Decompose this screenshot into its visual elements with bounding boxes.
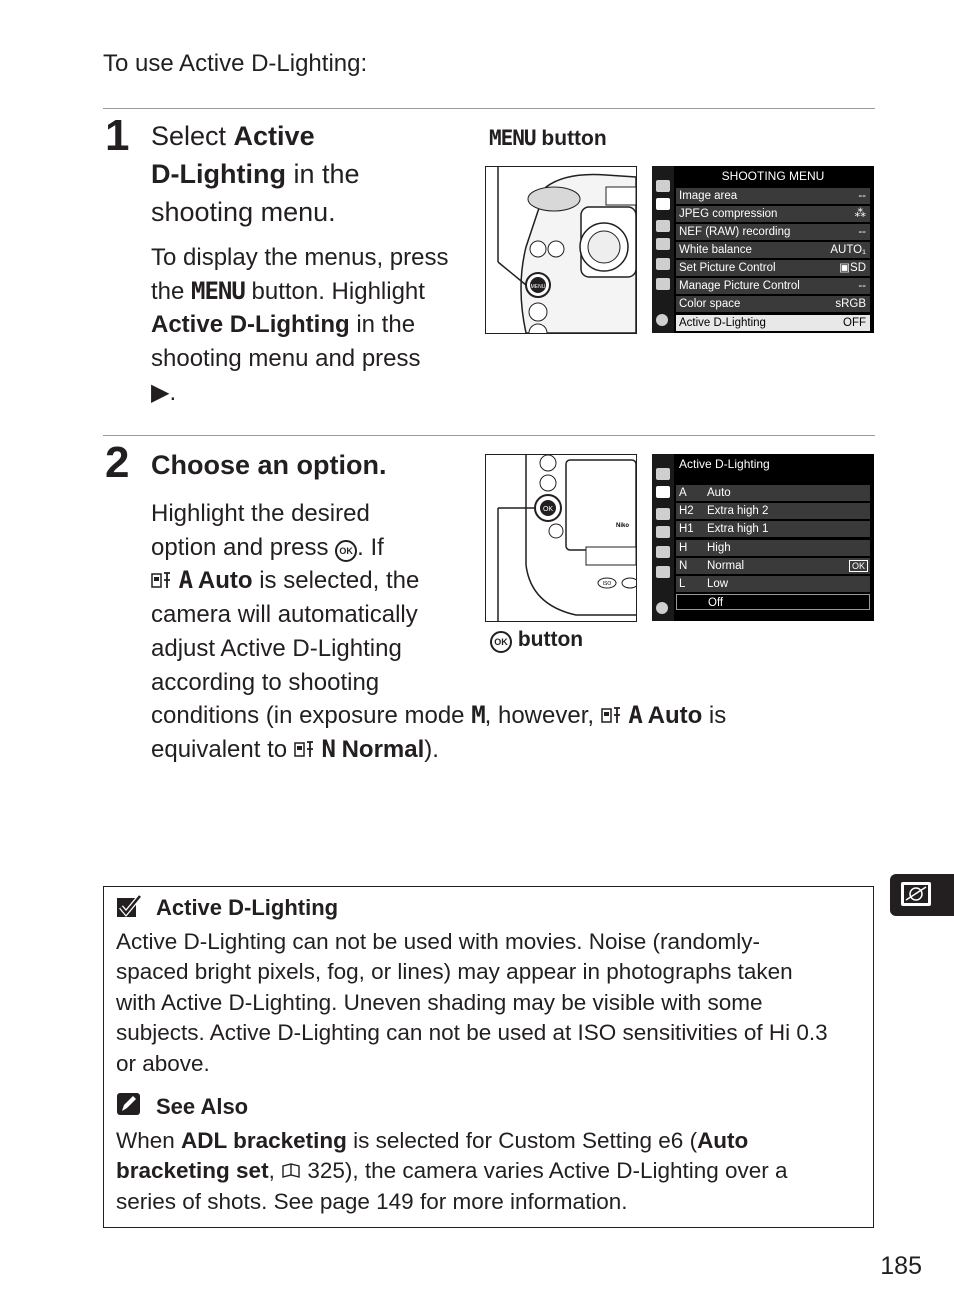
step-body: To display the menus, press the MENU button. Highlight Active D-Lighting in the shooting menu and press ▶.: [151, 244, 449, 406]
svg-text:OK: OK: [542, 506, 554, 513]
screen-title: Active D-Lighting: [679, 457, 770, 471]
intro-text: To use Active D-Lighting:: [103, 50, 368, 77]
menu-row: Color space sRGB: [676, 296, 870, 312]
option-row: A Auto: [676, 485, 870, 501]
my-menu-icon: [656, 278, 670, 290]
wrench-icon: [656, 526, 670, 538]
my-menu-icon: [656, 566, 670, 578]
menu-row: JPEG compression ⁂: [676, 206, 870, 222]
option-row: Off: [676, 594, 870, 610]
note-text: When ADL bracketing is selected for Custom Setting e6 (Auto bracketing set, 325), the camera varies Active D-Lighting over a series of shots. See page 149 for more information.: [116, 1128, 788, 1214]
camera-illustration: [486, 167, 636, 333]
svg-text:ISO: ISO: [602, 581, 612, 587]
option-row: H1 Extra high 1: [676, 521, 870, 537]
option-row: H High: [676, 540, 870, 556]
camera-illustration: [486, 455, 636, 621]
adl-icon: [601, 706, 622, 725]
menu-row: Image area --: [676, 188, 870, 204]
divider: [103, 108, 875, 109]
help-icon: [656, 602, 668, 614]
note-heading: Active D-Lighting: [156, 895, 339, 920]
wrench-icon: [656, 238, 670, 250]
svg-text:MENU: MENU: [530, 284, 546, 290]
divider: [103, 435, 875, 436]
step-body: Highlight the desired option and press OK . If A Auto is selected, the camera will automatically adjust Active D-Lighting according to shooting: [151, 500, 420, 696]
adl-icon: [151, 571, 172, 590]
retouch-icon: [656, 258, 670, 270]
menu-row-selected: Active D-Lighting OFF: [676, 315, 870, 331]
menu-glyph: MENU: [191, 276, 245, 305]
note-box: [103, 886, 874, 1228]
adl-menu-screen: [652, 454, 874, 621]
screen-title: SHOOTING MENU: [721, 169, 825, 183]
shooting-menu-screen: [652, 166, 874, 333]
section-tab: [890, 874, 954, 916]
step-title: Select Active D-Lighting in the shooting menu.: [151, 121, 360, 227]
option-row: L Low: [676, 576, 870, 592]
camera-back-photo: [485, 454, 637, 622]
menu-row: Manage Picture Control --: [676, 278, 870, 294]
ok-button-icon: OK: [335, 540, 357, 562]
ok-button-caption: OK button: [490, 628, 583, 653]
page-number: 185: [880, 1252, 922, 1280]
menu-button-caption: MENU button: [489, 126, 607, 150]
pencil-icon: [656, 508, 670, 520]
adl-icon: [294, 740, 315, 759]
svg-text:Niko: Niko: [616, 523, 630, 529]
option-row: H2 Extra high 2: [676, 503, 870, 519]
mode-m-glyph: M: [471, 701, 485, 729]
menu-row: Set Picture Control ▣SD: [676, 260, 870, 276]
camera-icon: [656, 486, 670, 498]
menu-row: NEF (RAW) recording --: [676, 224, 870, 240]
step-body-continued: conditions (in exposure mode M, however, A Auto is equivalent to N Normal).: [151, 701, 727, 763]
help-icon: [656, 314, 668, 326]
camera-icon: [656, 198, 670, 210]
camera-back-photo: [485, 166, 637, 334]
step-number: 2: [105, 438, 130, 487]
step-number: 1: [105, 111, 130, 160]
menu-sidebar: [652, 166, 674, 333]
menu-sidebar: [652, 454, 674, 621]
menu-row: White balance AUTO₁: [676, 242, 870, 258]
pencil-icon: [656, 220, 670, 232]
retouch-icon: [656, 546, 670, 558]
playback-icon: [656, 180, 670, 192]
note-text: Active D-Lighting can not be used with movies. Noise (randomly- spaced bright pixels, fog, or lines) may appear in photographs taken with Active D-Lighting. Uneven shading may be visible with some subjects. Active D-Lighting can not be used at ISO sensitivities of Hi 0.3 or above.: [116, 929, 828, 1076]
checkmark-icon: [116, 895, 142, 919]
book-icon: [281, 1163, 301, 1179]
note-heading: See Also: [156, 1094, 249, 1119]
option-row-selected: N Normal OK: [676, 558, 870, 574]
pencil-icon: [116, 1092, 142, 1116]
playback-icon: [656, 468, 670, 480]
step-title: Choose an option.: [151, 450, 387, 480]
ok-tag: OK: [849, 560, 868, 572]
camera-menu-icon: [890, 874, 954, 916]
